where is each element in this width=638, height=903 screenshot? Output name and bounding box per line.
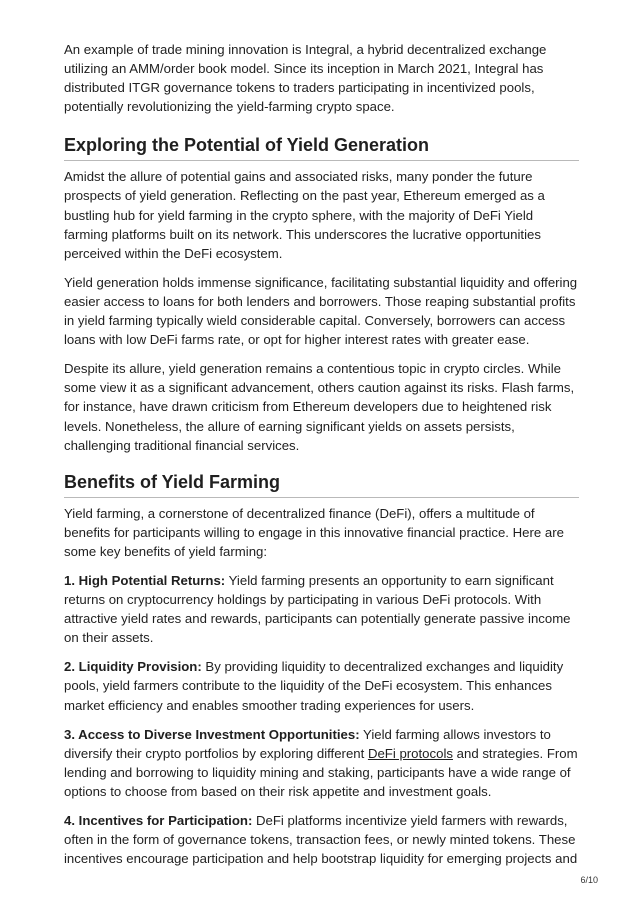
benefit-item-2-text: By providing liquidity to decentralized exchanges and liquidity pools, yield farmers contribute to the liquidity of the DeFi ecosystem. This enhances market efficiency and enables smoother trading experiences for users. <box>64 659 564 713</box>
section1-paragraph-2: Yield generation holds immense significance, facilitating substantial liquidity and offering easier access to loans for both lenders and borrowers. Those reaping substantial profits in yield farming typically wield considerable capital. Conversely, borrowers can access loans with low DeFi farms rate, or opt for higher interest rates with greater ease. <box>64 274 578 348</box>
benefit-item-4 <box>64 811 579 868</box>
page-number: 6/10 <box>580 875 598 885</box>
section-heading-benefits: Benefits of Yield Farming <box>64 471 579 498</box>
benefit-item-3 <box>64 725 579 801</box>
section-heading-yield-generation: Exploring the Potential of Yield Generation <box>64 134 579 161</box>
benefit-item-4-title: 4. Incentives for Participation: <box>64 813 253 828</box>
benefit-item-2-title: 2. Liquidity Provision: <box>64 659 202 675</box>
benefit-item-2 <box>64 657 579 714</box>
document-page <box>64 40 579 868</box>
defi-protocols-link[interactable]: DeFi protocols <box>367 745 453 761</box>
section2-intro-paragraph: Yield farming, a cornerstone of decentralized finance (DeFi), offers a multitude of benefits for participants willing to engage in this innovative financial practice. Here are some key benefits of yield farming: <box>64 505 564 559</box>
benefit-item-1-text: Yield farming presents an opportunity to earn significant returns on cryptocurrency holdings by participating in various DeFi protocols. With attractive yield rates and rewards, participants can potentially generate passive income on their assets. <box>64 572 571 646</box>
section1-paragraph-3: Despite its allure, yield generation remains a contentious topic in crypto circles. While some view it as a significant advancement, others caution against its risks. Flash farms, for instance, have drawn criticism from Ethereum developers due to heightened risk levels. Nonetheless, the allure of earning significant yields on assets persists, challenging traditional financial services. <box>64 361 575 453</box>
benefit-item-1 <box>64 571 579 647</box>
intro-paragraph: An example of trade mining innovation is Integral, a hybrid decentralized exchange utilizing an AMM/order book model. Since its inception in March 2021, Integral has distributed ITGR governance tokens to traders participating in incentivized pools, potentially revolutionizing the yield-farming crypto space. <box>64 42 547 115</box>
benefit-item-3-text-after: and strategies. From lending and borrowing to liquidity mining and staking, participants have a wide range of options to choose from based on their risk appetite and investment goals. <box>64 745 578 799</box>
benefit-item-3-title: 3. Access to Diverse Investment Opportunities: <box>64 726 360 742</box>
section1-paragraph-1: Amidst the allure of potential gains and associated risks, many ponder the future prospects of yield generation. Reflecting on the past year, Ethereum emerged as a bustling hub for yield farming in the crypto sphere, with the majority of DeFi Yield farming platforms built on its network. This underscores the lucrative opportunities perceived within the DeFi ecosystem. <box>64 169 545 261</box>
benefit-item-1-title: 1. High Potential Returns: <box>64 572 226 588</box>
benefit-item-4-text: DeFi platforms incentivize yield farmers with rewards, often in the form of governance tokens, transaction fees, or newly minted tokens. These incentives encourage participation and help bootstrap liquidity for emerging projects and <box>64 813 578 867</box>
benefit-item-3-text-before: Yield farming allows investors to diversify their crypto portfolios by exploring different <box>64 726 551 761</box>
